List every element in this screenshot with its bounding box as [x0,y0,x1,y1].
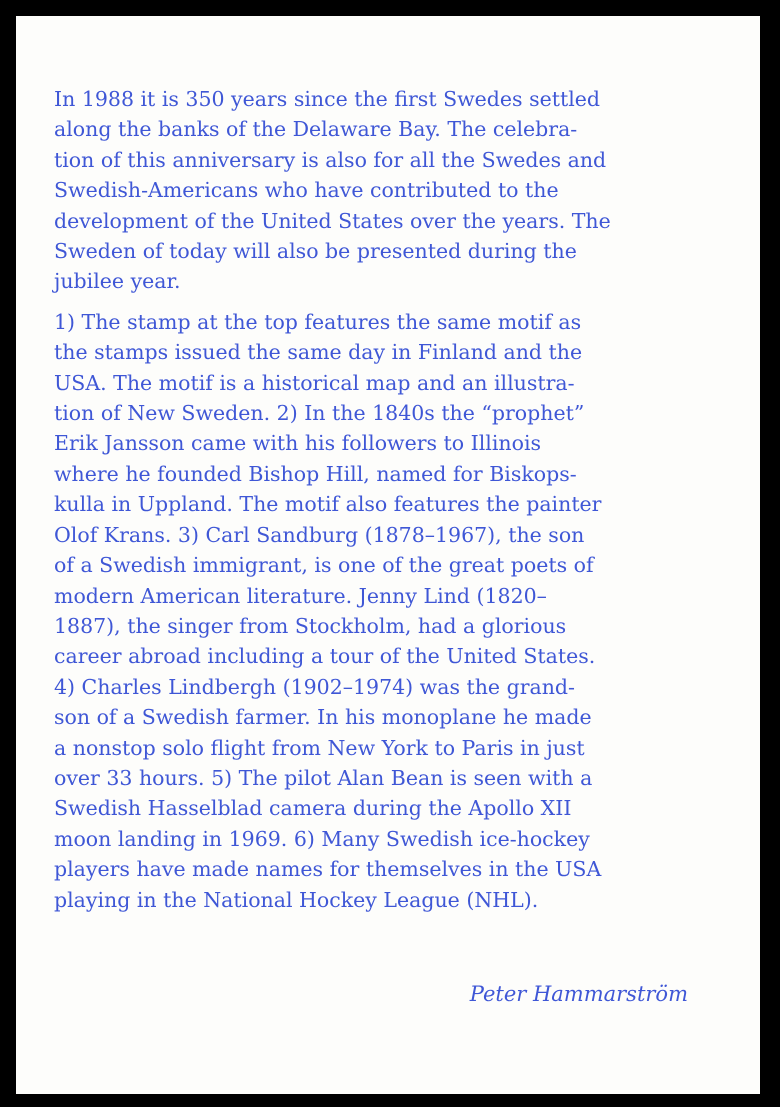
text-line: over 33 hours. 5) The pilot Alan Bean is seen with a [54,765,593,790]
text-line: tion of New Sweden. 2) In the 1840s the “prophet” [54,401,585,426]
text-line: Swedish-Americans who have contributed to the [54,178,559,203]
text-line: Sweden of today will also be presented during the [54,239,577,264]
author-signature: Peter Hammarström [469,982,688,1006]
text-line: Swedish Hasselblad camera during the Apollo XII [54,796,572,821]
text-line: development of the United States over the years. The [54,208,611,233]
text-line: 4) Charles Lindbergh (1902–1974) was the grand- [54,674,575,699]
text-line: where he founded Bishop Hill, named for Biskops- [54,461,577,486]
text-line: Erik Jansson came with his followers to Illinois [54,431,542,456]
text-line: USA. The motif is a historical map and an illustra- [54,370,575,395]
text-line: players have made names for themselves in the USA [54,857,602,882]
text-line: playing in the National Hockey League (NHL). [54,887,539,912]
text-line: a nonstop solo flight from New York to Paris in just [54,735,585,760]
text-line: Olof Krans. 3) Carl Sandburg (1878–1967), the son [54,522,585,547]
intro-paragraph [54,84,714,297]
document-card [16,16,760,1094]
text-line: 1887), the singer from Stockholm, had a glorious [54,613,567,638]
text-line: along the banks of the Delaware Bay. The celebra- [54,117,578,142]
text-line: son of a Swedish farmer. In his monoplane he made [54,705,592,730]
text-line: tion of this anniversary is also for all the Swedes and [54,147,607,172]
text-line: the stamps issued the same day in Finland and the [54,340,583,365]
text-line: jubilee year. [54,269,181,294]
text-line: of a Swedish immigrant, is one of the great poets of [54,553,594,578]
body-text [54,84,714,915]
stamp-descriptions-paragraph [54,307,714,915]
text-line: 1) The stamp at the top features the same motif as [54,309,582,334]
text-line: moon landing in 1969. 6) Many Swedish ice-hockey [54,826,590,851]
text-line: In 1988 it is 350 years since the first Swedes settled [54,87,601,111]
text-line: career abroad including a tour of the United States. [54,644,596,669]
text-line: modern American literature. Jenny Lind (1820– [54,583,547,608]
text-line: kulla in Uppland. The motif also features the painter [54,492,602,517]
